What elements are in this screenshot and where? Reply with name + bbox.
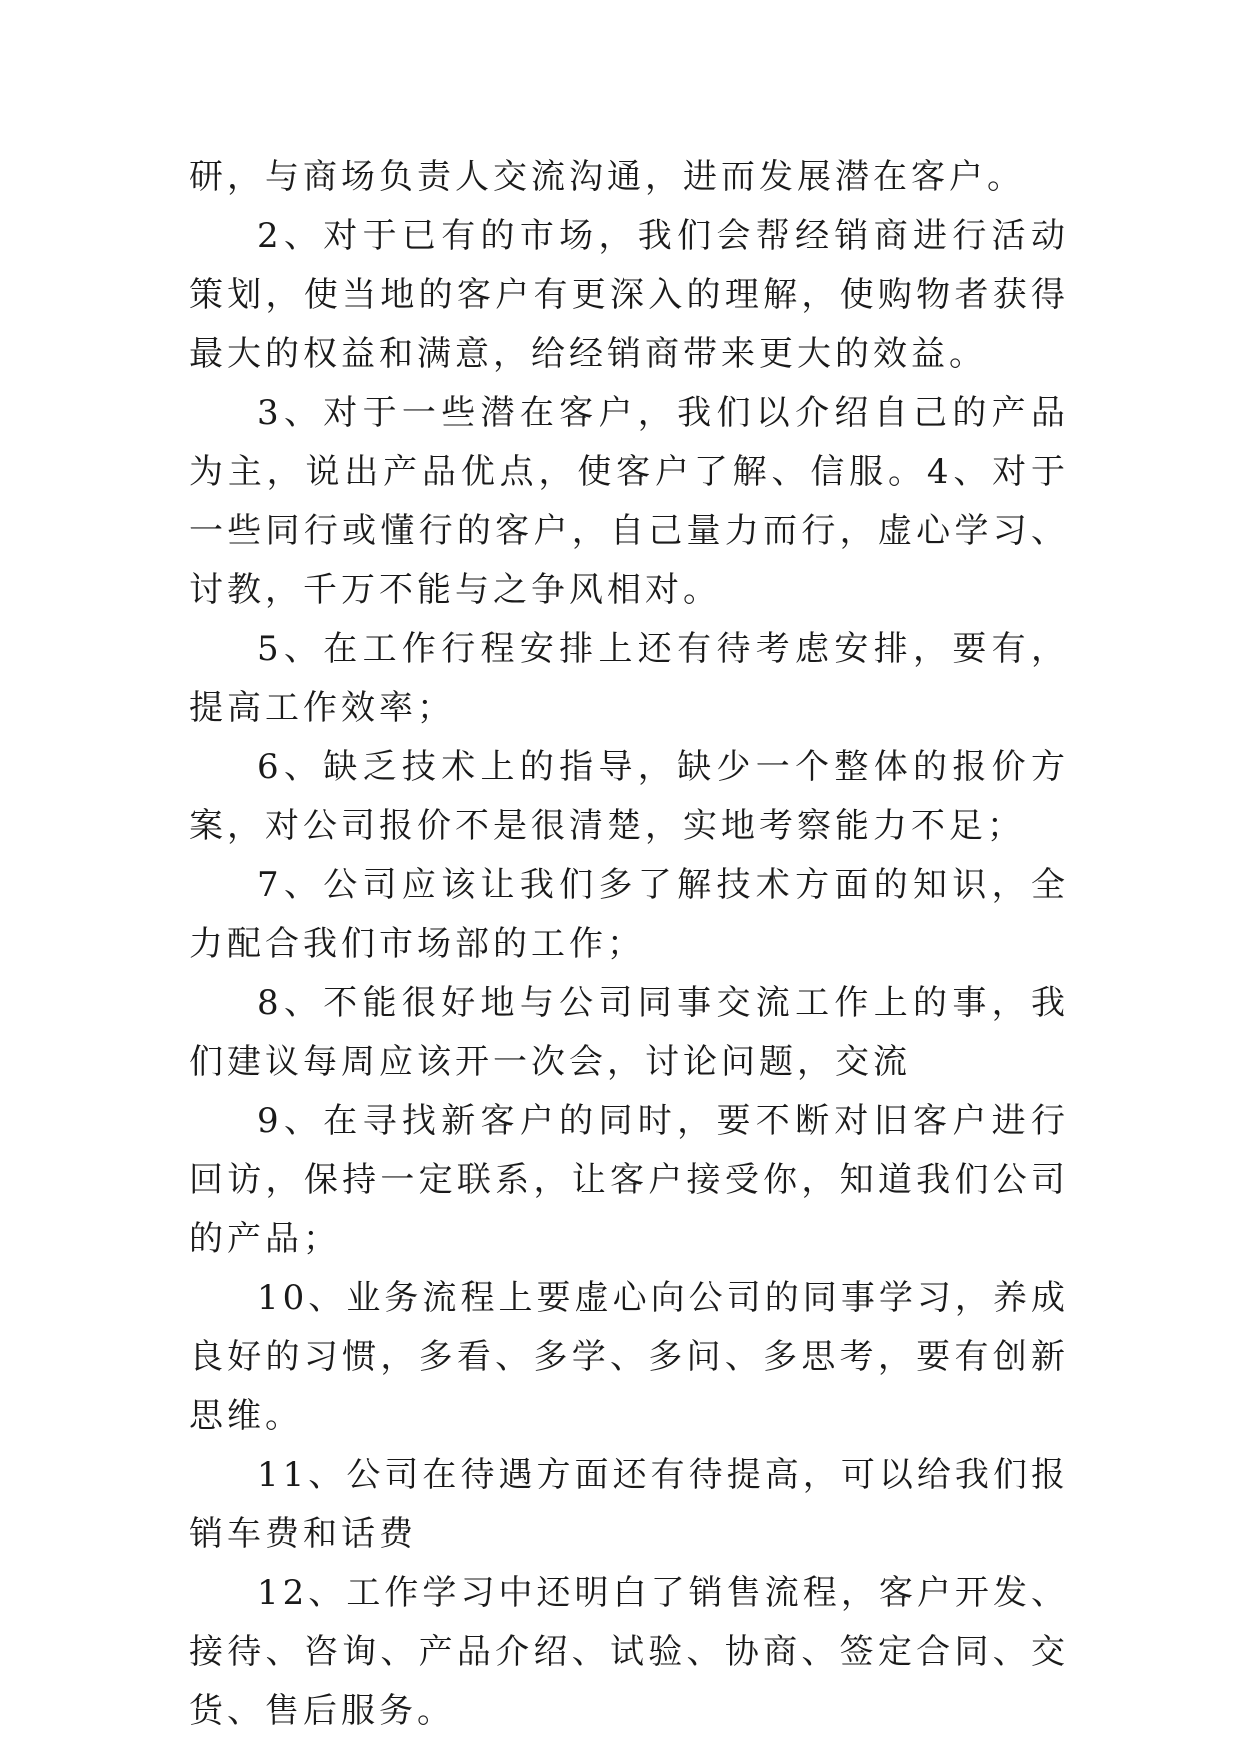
paragraph-item-2: 2、对于已有的市场，我们会帮经销商进行活动策划，使当地的客户有更深入的理解，使购物者获得最大的权益和满意，给经销商带来更大的效益。: [189, 216, 1069, 374]
paragraph-item-5: 5、在工作行程安排上还有待考虑安排，要有，提高工作效率；: [189, 629, 1069, 728]
paragraph-continuation: 研，与商场负责人交流沟通，进而发展潜在客户。: [189, 157, 1025, 197]
paragraph-item-12: 12、工作学习中还明白了销售流程，客户开发、接待、咨询、产品介绍、试验、协商、签定合同、交货、售后服务。: [189, 1573, 1069, 1731]
paragraph-item-3-4: 3、对于一些潜在客户，我们以介绍自己的产品为主，说出产品优点，使客户了解、信服。4、对于一些同行或懂行的客户，自己量力而行，虚心学习、讨教，千万不能与之争风相对。: [189, 393, 1069, 610]
paragraph-item-11: 11、公司在待遇方面还有待提高，可以给我们报销车费和话费: [189, 1455, 1069, 1554]
paragraph-item-9: 9、在寻找新客户的同时，要不断对旧客户进行回访，保持一定联系，让客户接受你，知道我们公司的产品；: [189, 1101, 1069, 1259]
paragraph-item-6: 6、缺乏技术上的指导，缺少一个整体的报价方案，对公司报价不是很清楚，实地考察能力不足；: [189, 747, 1069, 846]
body-text: [189, 148, 1069, 1741]
paragraph-item-8: 8、不能很好地与公司同事交流工作上的事，我们建议每周应该开一次会，讨论问题，交流: [189, 983, 1069, 1082]
paragraph-item-10: 10、业务流程上要虚心向公司的同事学习，养成良好的习惯，多看、多学、多问、多思考，要有创新思维。: [189, 1278, 1069, 1436]
paragraph-item-7: 7、公司应该让我们多了解技术方面的知识，全力配合我们市场部的工作；: [189, 865, 1069, 964]
